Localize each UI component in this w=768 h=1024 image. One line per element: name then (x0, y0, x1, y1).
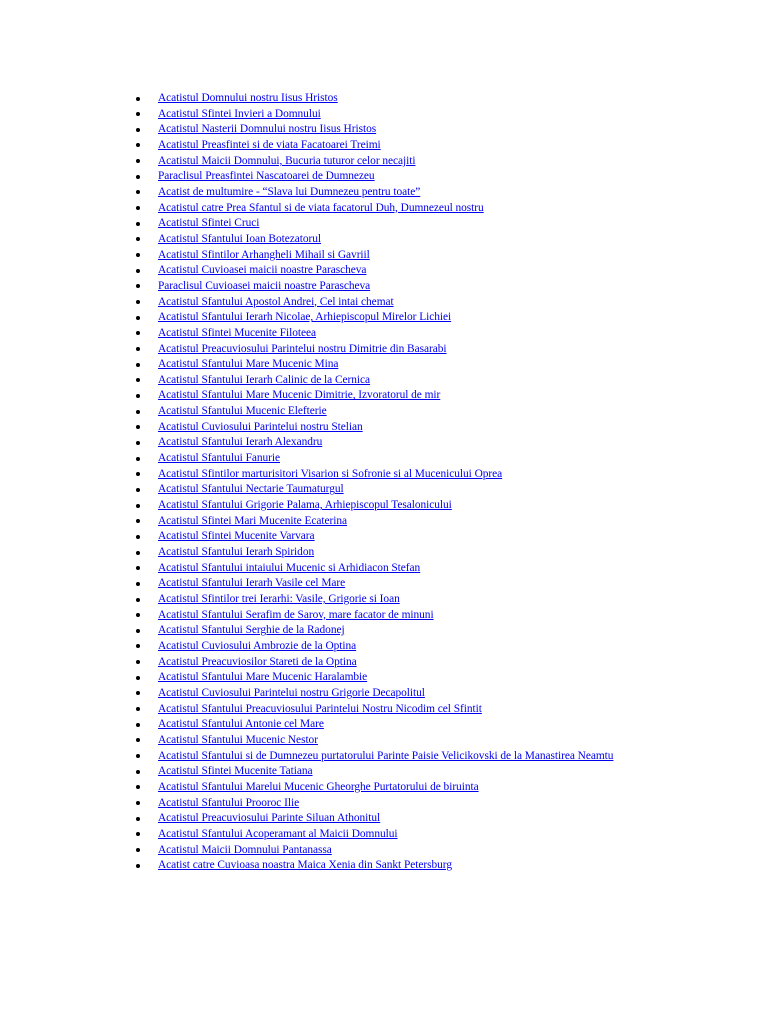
list-item (136, 514, 636, 530)
list-item (136, 843, 636, 859)
akathist-link[interactable]: Acatistul Sfintei Cruci (158, 217, 260, 230)
list-item (136, 295, 636, 311)
list-item (136, 482, 636, 498)
akathist-link[interactable]: Acatistul Sfantului Antonie cel Mare (158, 718, 324, 731)
bullet-icon (136, 253, 140, 257)
list-item (136, 655, 636, 671)
bullet-icon (136, 504, 140, 508)
akathist-link[interactable]: Acatistul Domnului nostru Iisus Hristos (158, 92, 338, 104)
akathist-link[interactable]: Acatistul Sfintei Mari Mucenite Ecaterina (158, 514, 347, 527)
bullet-icon (136, 676, 140, 680)
list-item (136, 764, 636, 780)
list-item (136, 373, 636, 389)
list-item (136, 138, 636, 154)
bullet-icon (136, 143, 140, 147)
akathist-link[interactable]: Acatistul Sfintei Mucenite Varvara (158, 530, 315, 543)
bullet-icon (136, 566, 140, 570)
akathist-link[interactable]: Acatistul Sfantului Mare Mucenic Haralambie (158, 671, 368, 684)
bullet-icon (136, 237, 140, 241)
list-item (136, 435, 636, 451)
list-item (136, 796, 636, 812)
list-item (136, 639, 636, 655)
list-item (136, 811, 636, 827)
akathist-link[interactable]: Acatistul Sfantului Ierarh Spiridon (158, 546, 315, 559)
bullet-icon (136, 206, 140, 210)
bullet-icon (136, 707, 140, 711)
list-item (136, 576, 636, 592)
bullet-icon (136, 394, 140, 398)
bullet-icon (136, 316, 140, 320)
bullet-icon (136, 519, 140, 523)
bullet-icon (136, 738, 140, 742)
akathist-link[interactable]: Paraclisul Preasfintei Nascatoarei de Dumnezeu (158, 170, 375, 183)
list-item (136, 623, 636, 639)
bullet-icon (136, 613, 140, 617)
list-item (136, 780, 636, 796)
bullet-icon (136, 472, 140, 476)
akathist-link[interactable]: Acatistul Maicii Domnului, Bucuria tuturor celor necajiti (158, 154, 416, 167)
bullet-icon (136, 128, 140, 132)
bullet-icon (136, 817, 140, 821)
bullet-icon (136, 723, 140, 727)
list-item (136, 451, 636, 467)
list-item (136, 686, 636, 702)
list-item (136, 279, 636, 295)
list-item (136, 248, 636, 264)
bullet-icon (136, 190, 140, 194)
bullet-icon (136, 112, 140, 116)
list-item (136, 263, 636, 279)
bullet-icon (136, 629, 140, 633)
akathist-link[interactable]: Acatistul Sfantului Serghie de la Radonej (158, 624, 345, 637)
bullet-icon (136, 832, 140, 836)
akathist-link[interactable]: Acatistul Sfantului Nectarie Taumaturgul (158, 483, 344, 496)
akathist-link[interactable]: Acatistul Sfintilor Arhangheli Mihail si Gavriil (158, 248, 370, 261)
bullet-icon (136, 535, 140, 539)
list-item (136, 749, 636, 765)
list-item (136, 545, 636, 561)
list-item (136, 122, 636, 138)
list-item (136, 185, 636, 201)
bullet-icon (136, 644, 140, 648)
akathist-link[interactable]: Acatistul Maicii Domnului Pantanassa (158, 843, 332, 856)
akathist-link[interactable]: Acatistul Sfantului Marelui Mucenic Gheorghe Purtatorului de biruinta (158, 780, 479, 793)
bullet-icon (136, 441, 140, 445)
bullet-icon (136, 222, 140, 226)
list-item (136, 91, 636, 107)
bullet-icon (136, 660, 140, 664)
akathist-link[interactable]: Acatistul Sfantului Acoperamant al Maicii Domnului (158, 827, 398, 840)
list-item (136, 561, 636, 577)
akathist-link[interactable]: Acatistul Sfantului Mare Mucenic Mina (158, 358, 339, 371)
bullet-icon (136, 347, 140, 351)
bullet-icon (136, 269, 140, 273)
akathist-link[interactable]: Acatistul catre Prea Sfantul si de viata facatorul Duh, Dumnezeul nostru (158, 201, 484, 214)
list-item (136, 420, 636, 436)
akathist-link[interactable]: Acatistul Sfantului intaiului Mucenic si Arhidiacon Stefan (158, 561, 421, 574)
akathist-link[interactable]: Acatistul Sfantului Ierarh Alexandru (158, 436, 323, 449)
akathist-link[interactable]: Acatistul Preacuviosului Parintelui nostru Dimitrie din Basarabi (158, 342, 447, 355)
akathist-link[interactable]: Acatistul Sfantului Grigorie Palama, Arhiepiscopul Tesalonicului (158, 499, 452, 512)
akathist-link[interactable]: Acatistul Sfantului Mare Mucenic Dimitrie, Izvoratorul de mir (158, 389, 441, 402)
akathist-link[interactable]: Acatist catre Cuvioasa noastra Maica Xenia din Sankt Petersburg (158, 859, 452, 872)
akathist-link[interactable]: Acatistul Sfantului Ioan Botezatorul (158, 232, 322, 245)
akathist-link[interactable]: Acatistul Cuviosului Ambrozie de la Optina (158, 639, 357, 652)
akathist-link[interactable]: Acatistul Sfantului Preacuviosului Parintelui Nostru Nicodim cel Sfintit (158, 702, 482, 715)
list-item (136, 169, 636, 185)
list-item (136, 404, 636, 420)
list-item (136, 702, 636, 718)
akathist-link[interactable]: Acatistul Cuviosului Parintelui nostru Stelian (158, 420, 363, 433)
bullet-icon (136, 97, 140, 101)
bullet-icon (136, 159, 140, 163)
list-item (136, 342, 636, 358)
bullet-icon (136, 425, 140, 429)
list-item (136, 529, 636, 545)
akathist-link[interactable]: Acatist de multumire - “Slava lui Dumnezeu pentru toate” (158, 185, 421, 198)
list-item (136, 201, 636, 217)
akathist-link[interactable]: Acatistul Sfantului Prooroc Ilie (158, 796, 300, 809)
bullet-icon (136, 785, 140, 789)
akathist-link[interactable]: Acatistul Nasterii Domnului nostru Iisus Hristos (158, 123, 377, 136)
list-item (136, 232, 636, 248)
list-item (136, 827, 636, 843)
list-item (136, 467, 636, 483)
list-item (136, 326, 636, 342)
akathist-link[interactable]: Acatistul Preacuviosilor Stareti de la Optina (158, 655, 357, 668)
akathist-link[interactable]: Acatistul Sfintei Mucenite Filoteea (158, 326, 316, 339)
akathist-link[interactable]: Acatistul Sfantului Fanurie (158, 452, 281, 465)
akathist-link[interactable]: Acatistul Sfantului Mucenic Nestor (158, 733, 318, 746)
bullet-icon (136, 300, 140, 304)
akathist-link[interactable]: Paraclisul Cuvioasei maicii noastre Parascheva (158, 279, 371, 292)
bullet-icon (136, 754, 140, 758)
bullet-icon (136, 284, 140, 288)
list-item (136, 357, 636, 373)
akathist-link[interactable]: Acatistul Sfintilor marturisitori Visarion si Sofronie si al Mucenicului Oprea (158, 467, 503, 480)
bullet-icon (136, 363, 140, 367)
list-item (136, 216, 636, 232)
bullet-icon (136, 848, 140, 852)
bullet-icon (136, 691, 140, 695)
list-item (136, 388, 636, 404)
bullet-icon (136, 598, 140, 602)
bullet-icon (136, 551, 140, 555)
akathist-link-list (136, 91, 636, 874)
bullet-icon (136, 770, 140, 774)
akathist-link[interactable]: Acatistul Sfantului Apostol Andrei, Cel intai chemat (158, 295, 394, 308)
bullet-icon (136, 378, 140, 382)
list-item (136, 107, 636, 123)
akathist-link[interactable]: Acatistul Sfantului Mucenic Elefterie (158, 405, 327, 418)
list-item (136, 608, 636, 624)
akathist-link[interactable]: Acatistul Sfantului Ierarh Vasile cel Mare (158, 577, 346, 590)
bullet-icon (136, 582, 140, 586)
akathist-link[interactable]: Acatistul Sfantului Ierarh Calinic de la Cernica (158, 373, 371, 386)
bullet-icon (136, 801, 140, 805)
list-item (136, 310, 636, 326)
akathist-link[interactable]: Acatistul Preasfintei si de viata Facatoarei Treimi (158, 138, 381, 151)
bullet-icon (136, 410, 140, 414)
bullet-icon (136, 331, 140, 335)
list-item (136, 592, 636, 608)
akathist-link[interactable]: Acatistul Sfintilor trei Ierarhi: Vasile, Grigorie si Ioan (158, 593, 400, 605)
bullet-icon (136, 175, 140, 179)
akathist-link[interactable]: Acatistul Cuvioasei maicii noastre Parascheva (158, 264, 367, 277)
bullet-icon (136, 457, 140, 461)
akathist-link[interactable]: Acatistul Sfantului Ierarh Nicolae, Arhiepiscopul Mirelor Lichiei (158, 311, 452, 324)
list-item (136, 154, 636, 170)
akathist-link[interactable]: Acatistul Cuviosului Parintelui nostru Grigorie Decapolitul (158, 686, 425, 699)
bullet-icon (136, 864, 140, 868)
list-item (136, 498, 636, 514)
bullet-icon (136, 488, 140, 492)
list-item (136, 670, 636, 686)
list-item (136, 733, 636, 749)
akathist-link[interactable]: Acatistul Sfintei Mucenite Tatiana (158, 765, 313, 778)
akathist-link[interactable]: Acatistul Sfantului si de Dumnezeu purtatorului Parinte Paisie Velicikovski de la Manastirea Neamtu (158, 749, 614, 762)
akathist-link[interactable]: Acatistul Sfantului Serafim de Sarov, mare facator de minuni (158, 608, 434, 621)
akathist-link[interactable]: Acatistul Preacuviosului Parinte Siluan Athonitul (158, 812, 381, 825)
akathist-link[interactable]: Acatistul Sfintei Invieri a Domnului (158, 107, 321, 120)
list-item (136, 717, 636, 733)
list-item (136, 858, 636, 874)
